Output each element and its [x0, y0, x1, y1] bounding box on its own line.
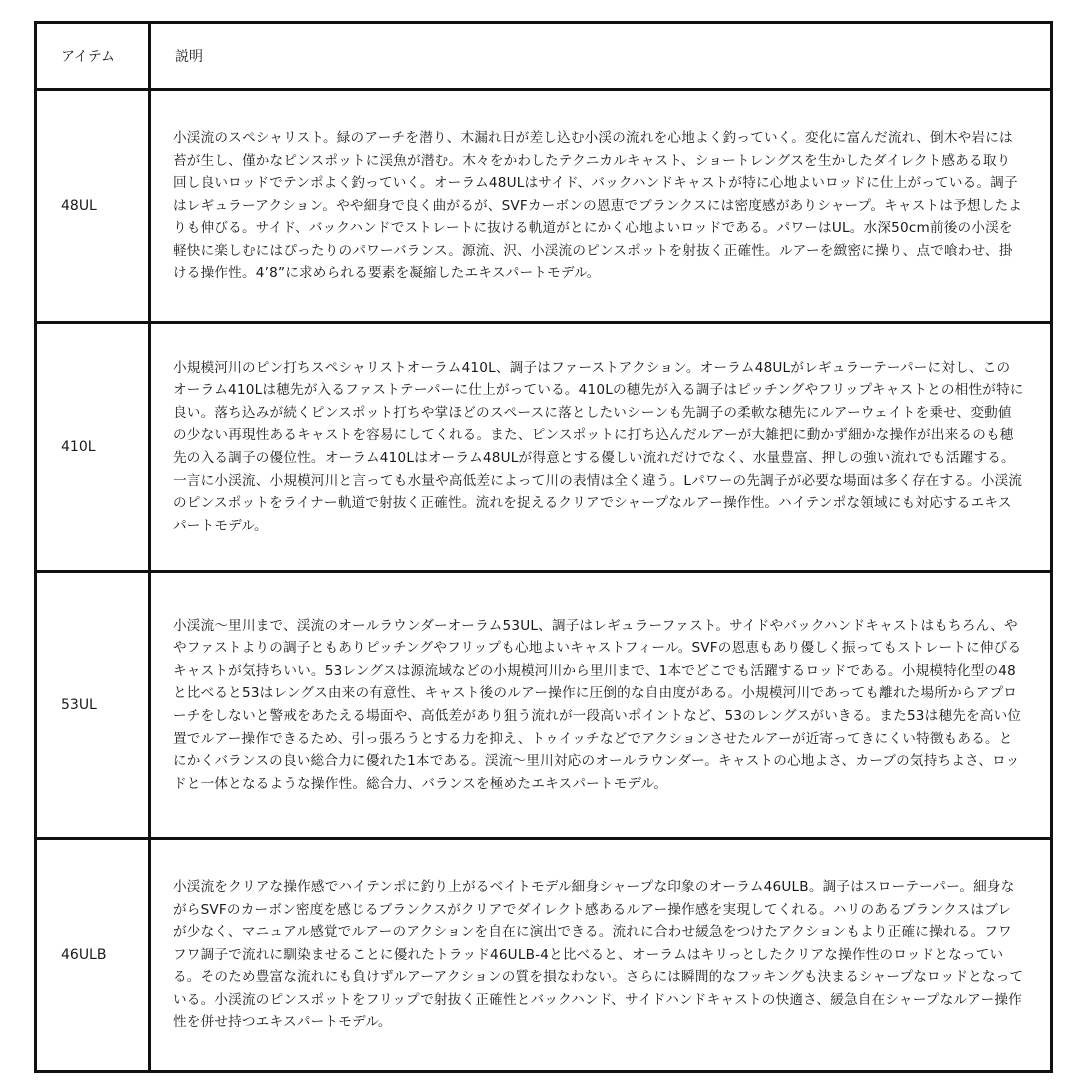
description-cell: 小規模河川のピン打ちスペシャリストオーラム410L、調子はファーストアクション。オーラム48ULがレギュラーテーパーに対し、このオーラム410Lは穂先が入るファストテーパーに仕上がっている。410Lの穂先が入る調子はピッチングやフリップキャストとの相性が特に良い。落ち込みが続くピンスポット打ちや掌ほどのスペースに落としたいシーンも先調子の柔軟な穂先にルアーウェイトを乗せ、変動値の少ない再現性あるキャストを容易にしてくれる。また、ピンスポットに打ち込んだルアーが大雑把に動かず細かな操作が出来るのも穂先の入る調子の優位性。オーラム410Lはオーラム48ULが得意とする優しい流れだけでなく、水量豊富、押しの強い流れでも活躍する。一言に小渓流、小規模河川と言っても水量や高低差によって川の表情は全く違う。Lパワーの先調子が必要な場面は多く存在する。小渓流のピンスポットをライナー軌道で射抜く正確性。流れを捉えるクリアでシャープなルアー操作性。ハイテンポな領域にも対応するエキスパートモデル。 [150, 323, 1052, 572]
table-row [36, 90, 1052, 323]
item-cell: 410L [36, 323, 150, 572]
table-row [36, 572, 1052, 839]
item-cell: 53UL [36, 572, 150, 839]
description-cell: 小渓流のスペシャリスト。緑のアーチを潜り、木漏れ日が差し込む小渓の流れを心地よく釣っていく。変化に富んだ流れ、倒木や岩には苔が生し、僅かなピンスポットに渓魚が潜む。木々をかわしたテクニカルキャスト、ショートレングスを生かしたダイレクト感ある取り回し良いロッドでテンポよく釣っていく。オーラム48ULはサイド、バックハンドキャストが特に心地よいロッドに仕上がっている。調子はレギュラーアクション。やや細身で良く曲がるが、SVFカーボンの恩恵でブランクスには密度感がありシャープ。キャストは予想したよりも伸びる。サイド、バックハンドでストレートに抜ける軌道がとにかく心地よいロッドである。パワーはUL。水深50cm前後の小渓を軽快に楽しむにはぴったりのパワーバランス。源流、沢、小渓流のピンスポットを射抜く正確性。ルアーを緻密に操り、点で喰わせ、掛ける操作性。4’8”に求められる要素を凝縮したエキスパートモデル。 [150, 90, 1052, 323]
description-cell: 小渓流〜里川まで、渓流のオールラウンダーオーラム53UL、調子はレギュラーファスト。サイドやバックハンドキャストはもちろん、ややファストよりの調子ともありピッチングやフリップも心地よいキャストフィール。SVFの恩恵もあり優しく振ってもストレートに伸びるキャストが気持ちいい。53レングスは源流域などの小規模河川から里川まで、1本でどこでも活躍するロッドである。小規模特化型の48と比べると53はレングス由来の有意性、キャスト後のルアー操作に圧倒的な自由度がある。小規模河川であっても離れた場所からアプローチをしないと警戒をあたえる場面や、高低差があり狙う流れが一段高いポイントなど、53のレングスがいきる。また53は穂先を高い位置でルアー操作できるため、引っ張ろうとする力を抑え、トゥイッチなどでアクションさせたルアーが近寄ってきにくい特徴もある。とにかくバランスの良い総合力に優れた1本である。渓流〜里川対応のオールラウンダー。キャストの心地よさ、カーブの気持ちよさ、ロッドと一体となるような操作性。総合力、バランスを極めたエキスパートモデル。 [150, 572, 1052, 839]
table-row [36, 323, 1052, 572]
product-table-container [34, 21, 1050, 1073]
item-cell: 48UL [36, 90, 150, 323]
product-table [34, 21, 1053, 1073]
table-row [36, 839, 1052, 1072]
header-description: 説明 [150, 23, 1052, 90]
description-cell: 小渓流をクリアな操作感でハイテンポに釣り上がるベイトモデル細身シャープな印象のオーラム46ULB。調子はスローテーパー。細身ながらSVFのカーボン密度を感じるブランクスがクリアでダイレクト感あるルアー操作感を実現してくれる。ハリのあるブランクスはブレが少なく、マニュアル感覚でルアーのアクションを自在に演出できる。流れに合わせ緩急をつけたアクションもより正確に操れる。フワフワ調子で流れに馴染ませることに優れたトラッド46ULB-4と比べると、オーラムはキリっとしたクリアな操作性のロッドとなっている。そのため豊富な流れにも負けずルアーアクションの質を損なわない。さらには瞬間的なフッキングも決まるシャープなロッドとなっている。小渓流のピンスポットをフリップで射抜く正確性とバックハンド、サイドハンドキャストの快適さ、緩急自在シャープなルアー操作性を併せ持つエキスパートモデル。 [150, 839, 1052, 1072]
table-header-row [36, 23, 1052, 90]
header-item: アイテム [36, 23, 150, 90]
item-cell: 46ULB [36, 839, 150, 1072]
